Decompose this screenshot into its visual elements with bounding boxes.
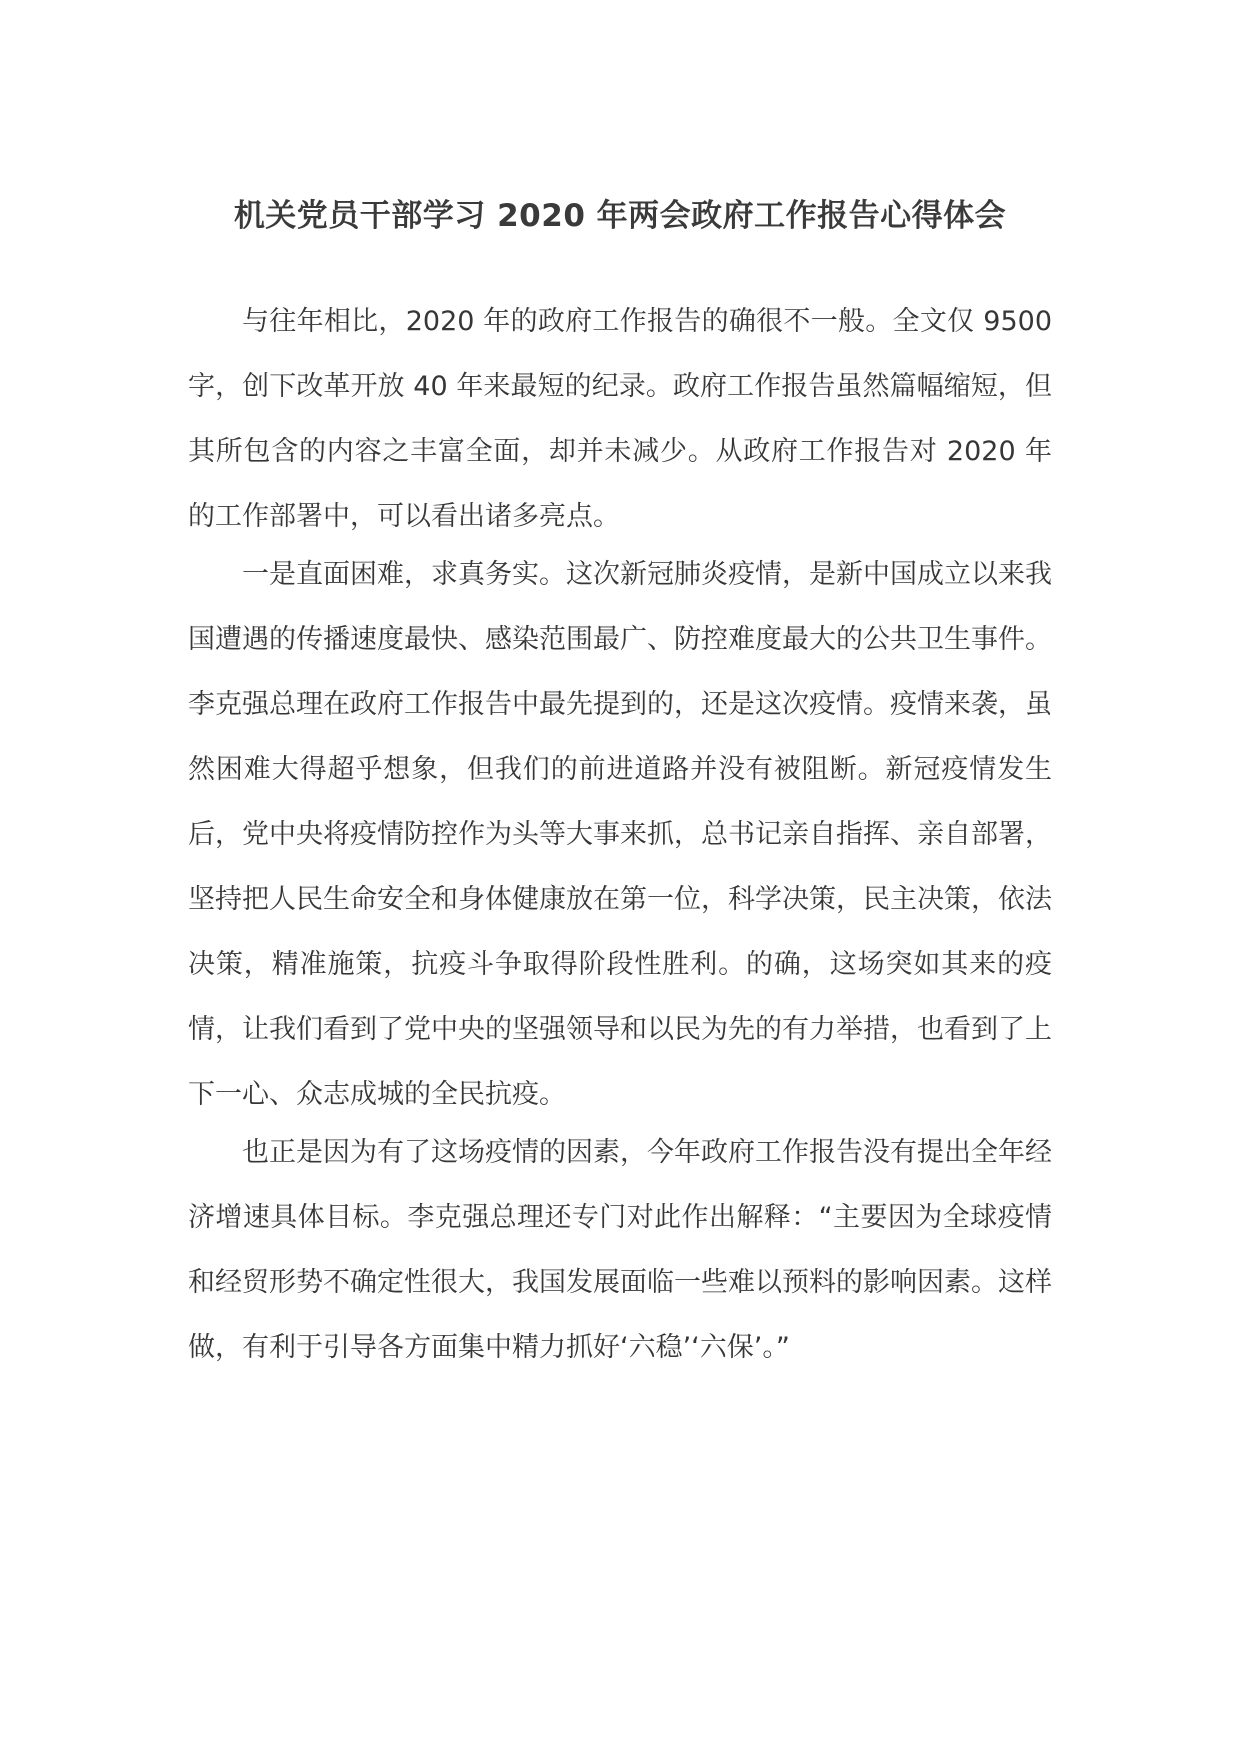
paragraph-1: 与往年相比，2020 年的政府工作报告的确很不一般。全文仅 9500 字，创下改革开放 40 年来最短的纪录。政府工作报告虽然篇幅缩短，但其所包含的内容之丰富全面，却并未减少。从政府工作报告对 2020 年的工作部署中，可以看出诸多亮点。 xyxy=(188,306,1052,532)
paragraph-2: 一是直面困难，求真务实。这次新冠肺炎疫情，是新中国成立以来我国遭遇的传播速度最快、感染范围最广、防控难度最大的公共卫生事件。李克强总理在政府工作报告中最先提到的，还是这次疫情。疫情来袭，虽然困难大得超乎想象，但我们的前进道路并没有被阻断。新冠疫情发生后，党中央将疫情防控作为头等大事来抓，总书记亲自指挥、亲自部署，坚持把人民生命安全和身体健康放在第一位，科学决策，民主决策，依法决策，精准施策，抗疫斗争取得阶段性胜利。的确，这场突如其来的疫情，让我们看到了党中央的坚强领导和以民为先的有力举措，也看到了上下一心、众志成城的全民抗疫。 xyxy=(188,559,1052,1110)
document-body xyxy=(188,289,1052,1380)
paragraph-3: 也正是因为有了这场疫情的因素，今年政府工作报告没有提出全年经济增速具体目标。李克强总理还专门对此作出解释：“主要因为全球疫情和经贸形势不确定性很大，我国发展面临一些难以预料的影响因素。这样做，有利于引导各方面集中精力抓好‘六稳’‘六保’。” xyxy=(188,1137,1052,1363)
document-title: 机关党员干部学习 2020 年两会政府工作报告心得体会 xyxy=(233,198,1007,234)
